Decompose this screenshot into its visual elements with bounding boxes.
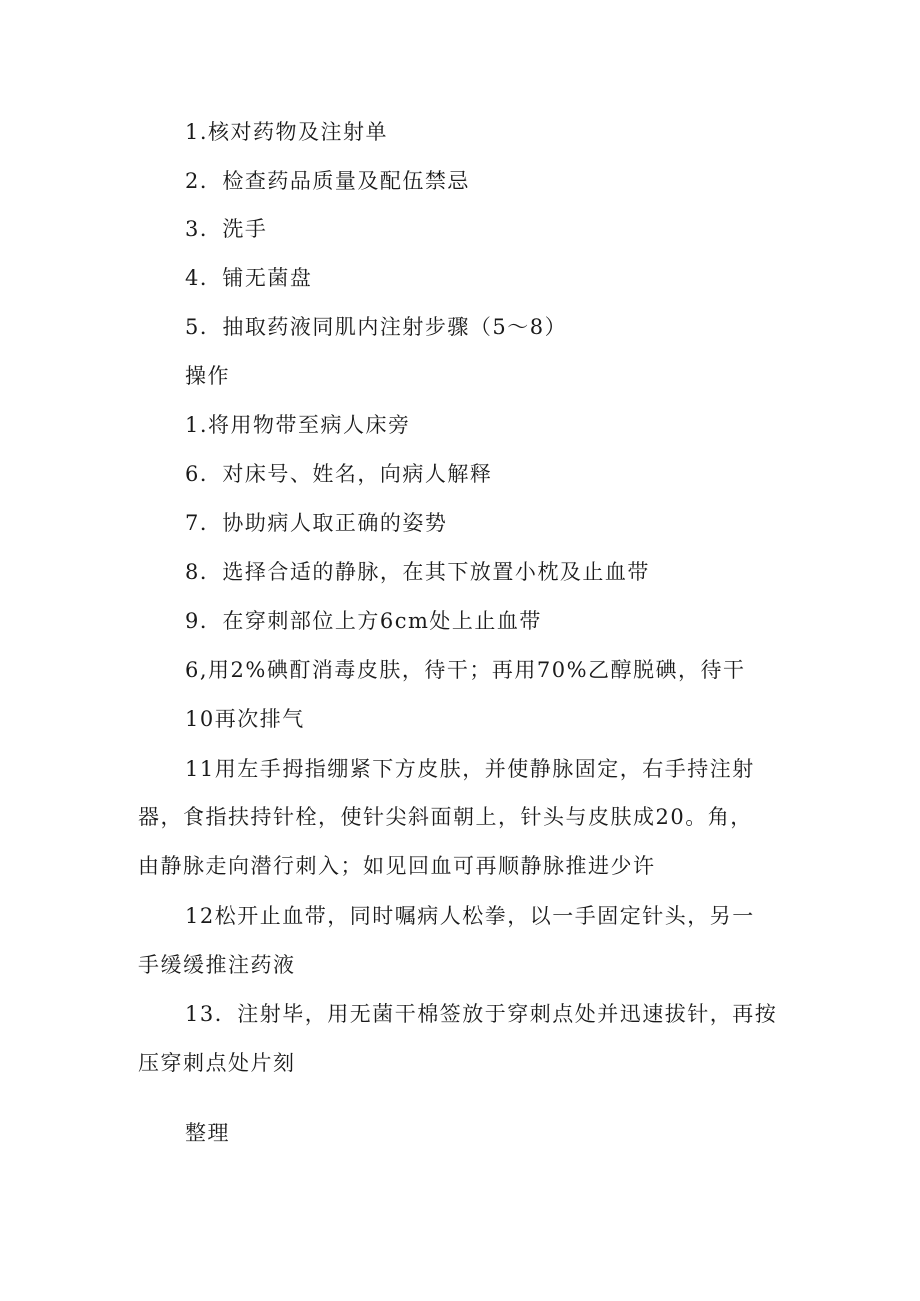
step-line: 6,用2%碘酊消毒皮肤，待干；再用70%乙醇脱碘，待干 <box>185 658 746 682</box>
paragraph-line: 由静脉走向潜行刺入；如见回血可再顺静脉推进少许 <box>138 854 656 878</box>
step-line: 1.将用物带至病人床旁 <box>185 413 411 437</box>
step-line: 3．洗手 <box>185 217 268 241</box>
step-line: 8．选择合适的静脉，在其下放置小枕及止血带 <box>185 560 650 584</box>
step-line: 5．抽取药液同肌内注射步骤（5～8） <box>185 315 568 339</box>
step-line: 4．铺无菌盘 <box>185 266 313 290</box>
paragraph-line: 11用左手拇指绷紧下方皮肤，并使静脉固定，右手持注射 <box>185 757 755 781</box>
step-line: 7．协助病人取正确的姿势 <box>185 511 448 535</box>
paragraph-line: 手缓缓推注药液 <box>138 953 296 977</box>
step-line: 1.核对药物及注射单 <box>185 120 389 144</box>
section-heading: 整理 <box>185 1121 230 1145</box>
paragraph-line: 13．注射毕，用无菌干棉签放于穿刺点处并迅速拔针，再按 <box>185 1002 778 1026</box>
paragraph-line: 压穿刺点处片刻 <box>138 1051 296 1075</box>
paragraph-line: 12松开止血带，同时嘱病人松拳，以一手固定针头，另一 <box>185 904 755 928</box>
paragraph-line: 器，食指扶持针栓，使针尖斜面朝上，针头与皮肤成20。角， <box>138 805 753 829</box>
step-line: 6．对床号、姓名，向病人解释 <box>185 462 493 486</box>
step-line: 10再次排气 <box>185 707 305 731</box>
step-line: 2．检查药品质量及配伍禁忌 <box>185 169 470 193</box>
step-line: 9．在穿刺部位上方6cm处上止血带 <box>185 609 542 633</box>
section-heading: 操作 <box>185 364 230 388</box>
